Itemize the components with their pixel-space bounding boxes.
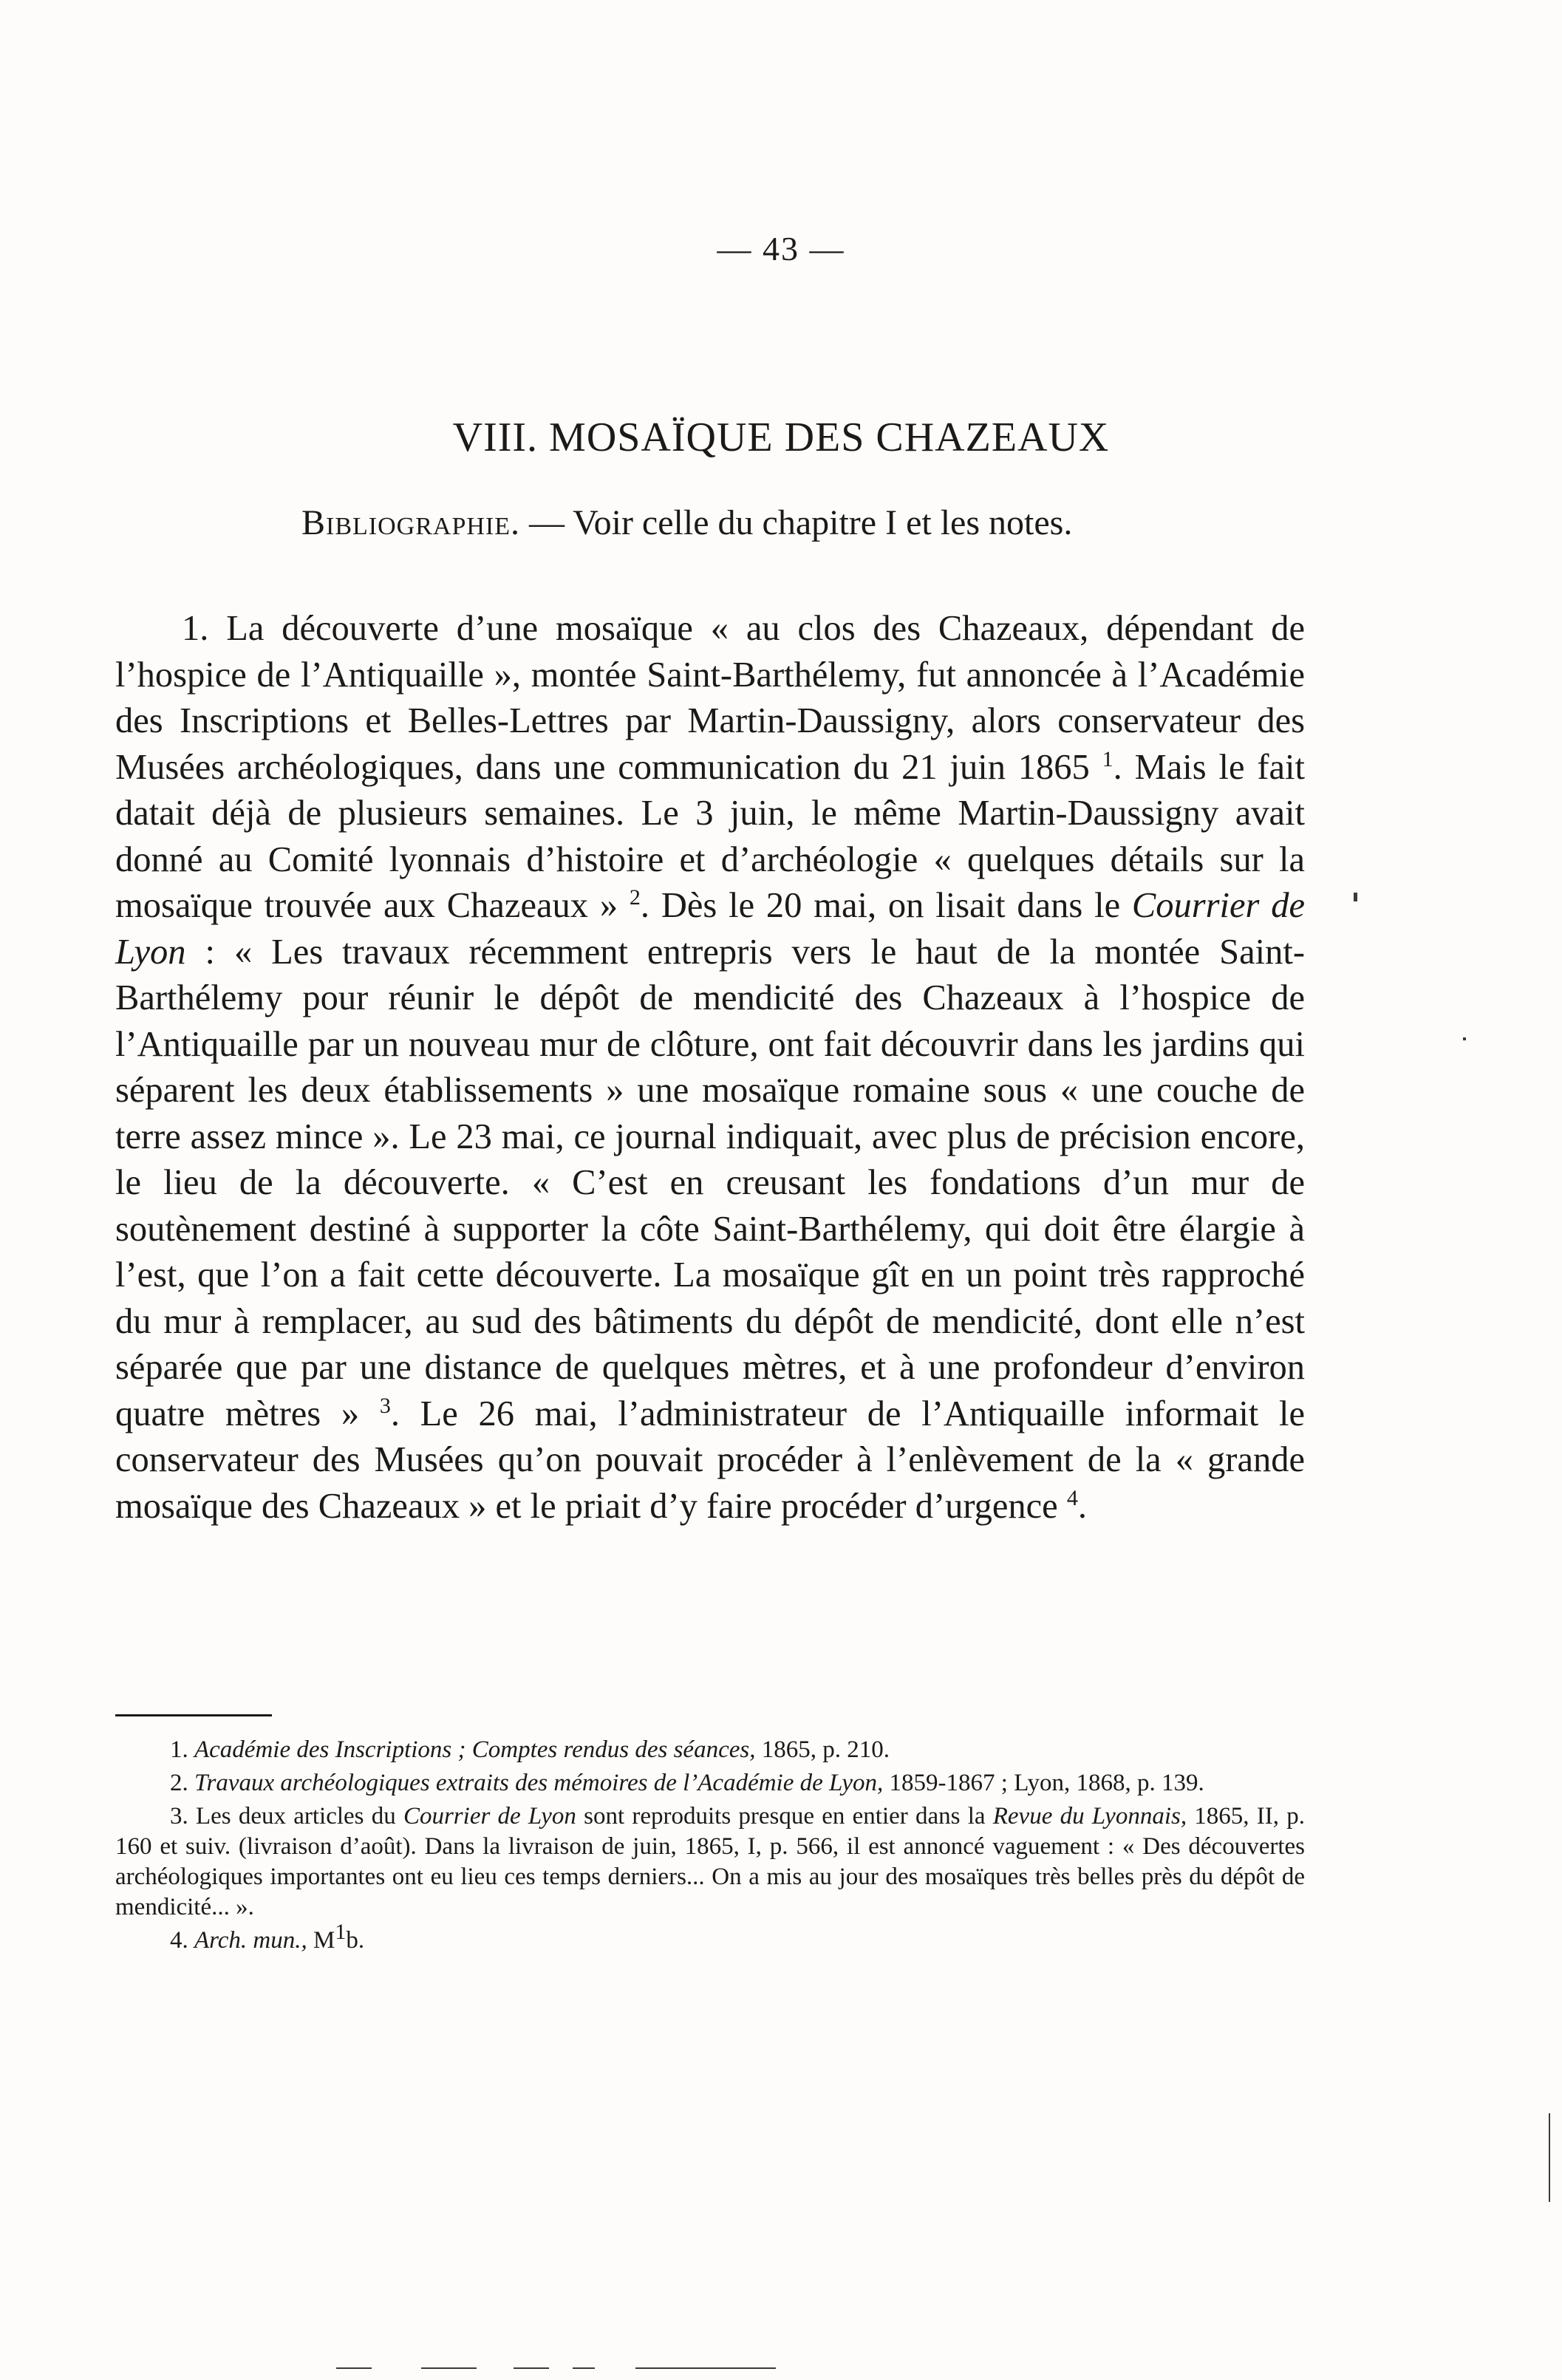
scan-artifact [573,2367,595,2369]
footnote-1-number: 1. [170,1736,194,1763]
footnote-4-rest: M [307,1927,335,1954]
footnote-rule [115,1714,272,1716]
footnote-2-number: 2. [170,1770,194,1796]
footnote-4-sup: 1 [335,1920,347,1944]
scan-artifact [514,2367,549,2369]
footnote-1-rest: 1865, p. 210. [755,1736,890,1763]
footnote-ref-4: 4 [1066,1485,1078,1510]
paragraph-part-3: . Dès le 20 mai, on lisait dans le [640,886,1132,925]
footnote-4-end: b. [346,1927,365,1954]
footnote-3-revue: Revue du Lyonnais, [992,1803,1187,1830]
paragraph-part-6: . [1077,1486,1087,1526]
bibliography-text: — Voir celle du chapitre I et les notes. [520,503,1073,542]
bibliography-label: Bibliographie. [301,503,520,542]
footnote-4-number: 4. [170,1927,194,1954]
paragraph-part-4: : « Les travaux récemment entrepris vers le haut de la montée Saint-Barthélemy pour réunir le dépôt de mendicité des Chazeaux à l’hospice de l’Antiquaille par un nouveau mur de clôture, ont fait découvrir dans les jardins qui séparent les deux établissements » une mosaïque romaine sous « une couche de terre assez mince ». Le 23 mai, ce journal indiquait, avec plus de précision encore, le lieu de la découverte. « C’est en creusant les fondations d’un mur de soutènement destiné à supporter la côte Saint-Barthélemy, qui doit être élargie à l’est, que l’on a fait cette découverte. La mosaïque gît en un point très rapproché du mur à remplacer, au sud des bâtiments du dépôt de mendicité, dont elle n’est séparée que par une distance de quelques mètres, et à une profondeur d’environ quatre mètres » [115,932,1305,1433]
scan-artifact [635,2367,776,2369]
footnote-2 [115,1768,1305,1798]
footnote-ref-3: 3 [379,1393,391,1418]
bibliography-line [301,502,1336,543]
footnote-4 [115,1920,1305,1956]
paragraph-part-1: 1. La découverte d’une mosaïque « au clos des Chazeaux, dépendant de l’hospice de l’Antiquaille », montée Saint-Barthélemy, fut annoncée à l’Académie des Inscriptions et Belles-Lettres par Martin-Daussigny, alors conservateur des Musées archéologiques, dans une communication du 21 juin 1865 [115,609,1305,787]
footnote-3-part-c: 1865, II, p. 160 et suiv. (livraison d’août). Dans la livraison de juin, 1865, I, p. 566, il est annoncé vaguement : « Des découvertes archéologiques importantes ont eu lieu ces temps derniers... On a mis au jour des mosaïques très belles près du dépôt de mendicité... ». [115,1803,1305,1920]
main-paragraph [115,606,1305,1530]
scan-artifact [1354,893,1357,901]
footnote-4-archive: Arch. mun., [194,1927,307,1954]
footnote-ref-2: 2 [629,884,641,910]
courrier-title: Courrier de Lyon [115,886,1305,972]
footnote-1-title: Académie des Inscriptions ; Comptes rendus des séances, [194,1736,756,1763]
footnote-ref-1: 1 [1102,746,1113,771]
footnotes [115,1735,1305,1959]
chapter-title: VIII. MOSAÏQUE DES CHAZEAUX [452,415,1110,460]
page-number: — 43 — [717,230,845,267]
footnote-2-rest: 1859-1867 ; Lyon, 1868, p. 139. [883,1770,1204,1796]
footnote-3-part-b: sont reproduits presque en entier dans la [576,1803,993,1830]
scan-artifact [421,2367,477,2369]
footnote-2-title: Travaux archéologiques extraits des mémoires de l’Académie de Lyon, [194,1770,884,1796]
paragraph-part-2: . Mais le fait datait déjà de plusieurs semaines. Le 3 juin, le même Martin-Daussigny avait donné au Comité lyonnais d’histoire et d’archéologie « quelques détails sur la mosaïque trouvée aux Chazeaux » [115,747,1305,925]
scan-artifact [1549,2113,1550,2202]
footnote-3 [115,1801,1305,1923]
footnote-1 [115,1735,1305,1765]
scan-artifact [336,2367,372,2369]
paragraph-part-5: . Le 26 mai, l’administrateur de l’Antiquaille informait le conservateur des Musées qu’on pouvait procéder à l’enlèvement de la « grande mosaïque des Chazeaux » et le priait d’y faire procéder d’urgence [115,1394,1305,1526]
footnote-3-part-a: 3. Les deux articles du [170,1803,403,1830]
footnote-3-courrier: Courrier de Lyon [403,1803,576,1830]
scan-artifact [1463,1037,1466,1040]
